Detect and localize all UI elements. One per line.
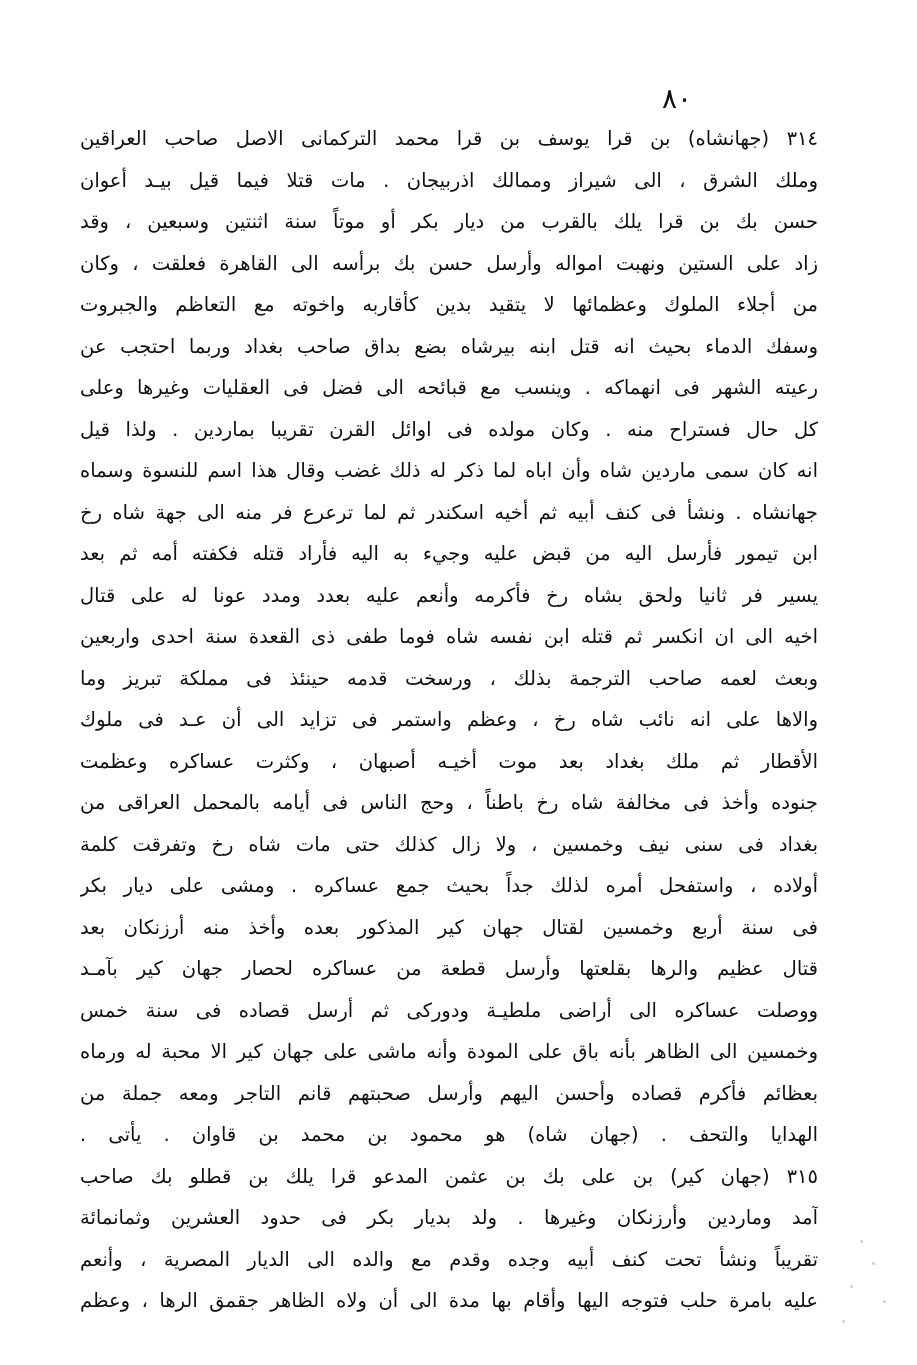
- scan-speck: [842, 1320, 845, 1323]
- text-line: ٣١٤ (جهانشاه) بن قرا يوسف بن قرا محمد التركمانى الاصل صاحب العراقين: [80, 127, 818, 150]
- text-line: كل حال فستراح منه . وكان مولده فى اوائل القرن تقريبا بماردين . ولذا قيل: [80, 417, 818, 441]
- text-line: الأقطار ثم ملك بغداد بعد موت أخيـه أصبهان ، وكثرت عساكره وعظمت: [80, 749, 818, 773]
- text-line: زاد على الستين ونهبت امواله وأرسل حسن بك برأسه الى القاهرة فعلقت ، وكان: [80, 251, 818, 275]
- text-line: الهدايا والتحف . (جهان شاه) هو محمود بن محمد بن قاوان . يأتى .: [80, 1123, 818, 1146]
- text-line: رعيته الشهر فى انهماكه . وينسب مع قبائحه الى فضل فى العقليات وغيرها وعلى: [80, 376, 818, 399]
- text-line: ٣١٥ (جهان كير) بن على بك بن عثمن المدعو قرا يلك بن قطلو بك صاحب: [80, 1164, 818, 1188]
- scan-speck: [883, 1300, 886, 1303]
- text-line: وسفك الدماء بحيث انه قتل ابنه بيرشاه بضع بداق صاحب بغداد وربما احتجب عن: [80, 334, 818, 358]
- text-line: بعظائم فأكرم قصاده وأحسن اليهم وأرسل صحبتهم قانم التاجر ومعه جملة من: [80, 1081, 818, 1105]
- text-line: ووصلت عساكره الى أراضى ملطيـة ودوركى ثم أرسل قصاده فى سنة خمس: [80, 998, 818, 1022]
- text-line: انه كان سمى ماردين شاه وأن اباه لما ذكر له ذلك غضب وقال هذا اسم للنسوة وسماه: [80, 459, 818, 482]
- text-line: آمد وماردين وأرزنكان وغيرها . ولد بديار بكر فى حدود العشرين وثمانمائة: [80, 1206, 818, 1229]
- text-line: يسير فر ثانيا ولحق بشاه رخ فأكرمه وأنعم عليه بعدد ومدد عونا له على قتال: [80, 583, 818, 607]
- text-line: من أجلاء الملوك وعظمائها لا يتقيد بدين كأقاربه واخوته مع التعاظم والجبروت: [80, 293, 818, 316]
- text-line: تقريباً ونشأ تحت كنف أبيه وجده وقدم مع والده الى الديار المصرية ، وأنعم: [80, 1247, 818, 1271]
- text-line: اخيه الى ان انكسر ثم قتله ابن نفسه شاه فوما طفى ذى القعدة سنة احدى واربعين: [80, 625, 818, 648]
- text-line: بغداد فى سنى نيف وخمسين ، ولا زال كذلك حتى مات شاه رخ وتفرقت كلمة: [80, 832, 818, 856]
- text-line: حسن بك بن قرا يلك بالقرب من ديار بكر أو موتاً سنة اثنتين وسبعين ، وقد: [80, 210, 818, 233]
- scan-speck: [850, 1285, 853, 1288]
- text-line: ابن تيمور فأرسل اليه من قبض عليه وجيء به اليه فأراد قتله فكفته أمه ثم بعد: [80, 542, 818, 565]
- page-body: [80, 118, 818, 1322]
- text-line: والاها على انه نائب شاه رخ ، وعظم واستمر فى تزايد الى أن عـد فى ملوك: [80, 708, 818, 731]
- text-line: أولاده ، واستفحل أمره لذلك جداً بحيث جمع عساكره . ومشى على ديار بكر: [80, 874, 818, 897]
- text-line: وخمسين الى الظاهر بأنه باق على المودة وأنه ماشى على جهان كير الا محبة له ورماه: [80, 1040, 818, 1063]
- scan-speck: [860, 1240, 863, 1243]
- text-line: جهانشاه . ونشأ فى كنف أبيه ثم أخيه اسكندر ثم لما ترعرع فر منه الى جهة شاه رخ: [80, 500, 818, 524]
- scan-speck: [872, 1262, 875, 1265]
- text-line: جنوده وأخذ فى مخالفة شاه رخ باطناً ، وحج الناس فى أيامه بالمحمل العراقى من: [80, 791, 818, 814]
- page-number: ٨٠: [662, 82, 693, 115]
- text-line: وملك الشرق ، الى شيراز وممالك اذربيجان . مات قتلا فيما قيل بيـد أعوان: [80, 168, 818, 192]
- text-line: وبعث لعمه صاحب الترجمة بذلك ، ورسخت قدمه حينئذ فى مملكة تبريز وما: [80, 666, 818, 690]
- text-line: قتال عظيم والرها بقلعتها وأرسل قطعة من عساكره لحصار جهان كير بآمـد: [80, 957, 818, 980]
- text-line: فى سنة أربع وخمسين لقتال جهان كير المذكور بعده وأخذ منه أرزنكان بعد: [80, 915, 818, 939]
- text-line: عليه بامرة حلب فتوجه اليها وأقام بها مدة الى أن ولاه الظاهر جقمق الرها ، وعظم: [80, 1289, 818, 1312]
